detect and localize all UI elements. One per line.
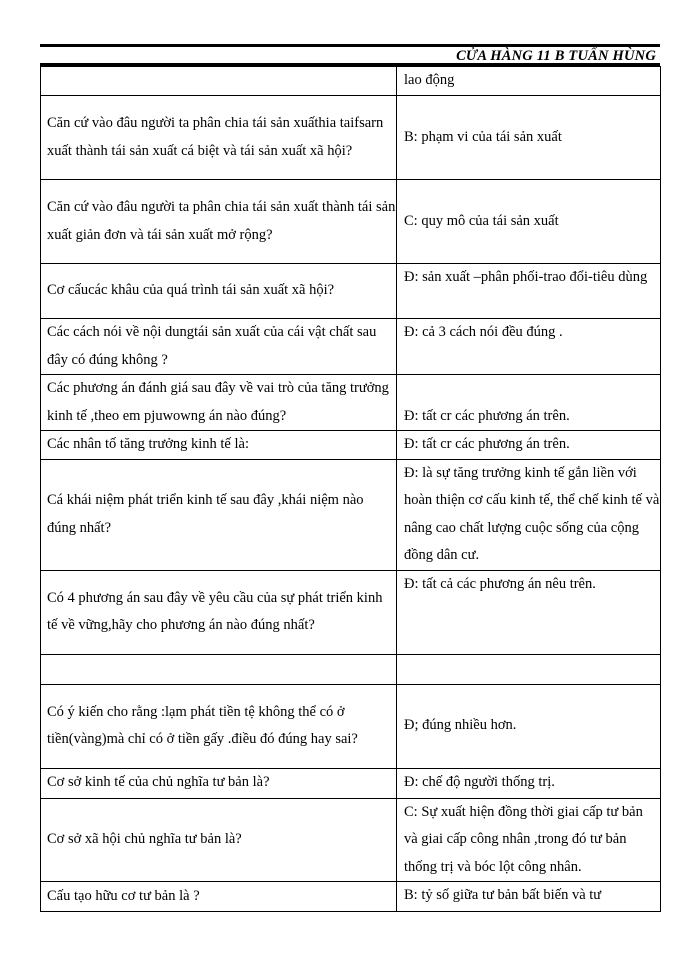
answer-cell: Đ: tất cr các phương án trên. xyxy=(397,431,661,460)
answer-cell: Đ: là sự tăng trưởng kinh tế gắn liền với hoàn thiện cơ cấu kinh tế, thể chế kinh tế và nâng cao chất lượng cuộc sống của cộng đồng dân cư. xyxy=(397,459,661,570)
question-cell: Cơ sở kinh tế của chủ nghĩa tư bản là? xyxy=(41,768,397,798)
table-row xyxy=(41,768,661,798)
table-row xyxy=(41,319,661,375)
answer-cell: C: quy mô của tái sản xuất xyxy=(397,180,661,264)
question-cell: Cơ sở xã hội chủ nghĩa tư bản là? xyxy=(41,798,397,882)
table-row xyxy=(41,459,661,570)
answer-cell: B: phạm vi của tái sản xuất xyxy=(397,96,661,180)
table-row xyxy=(41,684,661,768)
page-header xyxy=(40,44,660,66)
header-title: CỬA HÀNG 11 B TUẤN HÙNG xyxy=(456,48,656,64)
answer-cell: B: tỷ số giữa tư bản bất biến và tư xyxy=(397,882,661,912)
question-cell xyxy=(41,67,397,96)
table-row xyxy=(41,180,661,264)
answer-cell xyxy=(397,654,661,684)
table-row xyxy=(41,264,661,319)
question-cell: Cá khái niệm phát triển kinh tế sau đây ,khái niệm nào đúng nhất? xyxy=(41,459,397,570)
qa-table xyxy=(40,66,661,912)
question-cell: Căn cứ vào đâu người ta phân chia tái sản xuấthia taifsarn xuất thành tái sản xuất cá biệt và tái sản xuất xã hội? xyxy=(41,96,397,180)
table-row xyxy=(41,431,661,460)
table-row xyxy=(41,375,661,431)
table-row xyxy=(41,570,661,654)
question-cell xyxy=(41,654,397,684)
answer-cell: Đ; đúng nhiều hơn. xyxy=(397,684,661,768)
answer-cell: C: Sự xuất hiện đồng thời giai cấp tư bản và giai cấp công nhân ,trong đó tư bản thống trị và bóc lột công nhân. xyxy=(397,798,661,882)
table-row xyxy=(41,882,661,912)
question-cell: Các phương án đánh giá sau đây về vai trò của tăng trưởng kinh tế ,theo em pjuwowng án nào đúng? xyxy=(41,375,397,431)
question-cell: Có ý kiến cho rằng :lạm phát tiền tệ không thể có ở tiền(vàng)mà chỉ có ở tiền gấy .điều đó đúng hay sai? xyxy=(41,684,397,768)
table-row xyxy=(41,67,661,96)
answer-cell: Đ: sản xuất –phân phối-trao đổi-tiêu dùng xyxy=(397,264,661,319)
answer-cell: Đ: chế độ người thống trị. xyxy=(397,768,661,798)
question-cell: Cấu tạo hữu cơ tư bản là ? xyxy=(41,882,397,912)
question-cell: Cơ cấucác khâu của quá trình tái sản xuất xã hội? xyxy=(41,264,397,319)
table-row xyxy=(41,654,661,684)
answer-cell: Đ: cả 3 cách nói đều đúng . xyxy=(397,319,661,375)
question-cell: Căn cứ vào đâu người ta phân chia tái sản xuất thành tái sản xuất giản đơn và tái sản xuất mở rộng? xyxy=(41,180,397,264)
table-row xyxy=(41,798,661,882)
question-cell: Có 4 phương án sau đây về yêu cầu của sự phát triển kinh tế về vững,hãy cho phương án nào đúng nhất? xyxy=(41,570,397,654)
question-cell: Các nhân tố tăng trưởng kinh tế là: xyxy=(41,431,397,460)
answer-cell: lao động xyxy=(397,67,661,96)
table-row xyxy=(41,96,661,180)
question-cell: Các cách nói về nội dungtái sản xuất của cái vật chất sau đây có đúng không ? xyxy=(41,319,397,375)
answer-cell: Đ: tất cả các phương án nêu trên. xyxy=(397,570,661,654)
answer-cell: Đ: tất cr các phương án trên. xyxy=(397,375,661,431)
